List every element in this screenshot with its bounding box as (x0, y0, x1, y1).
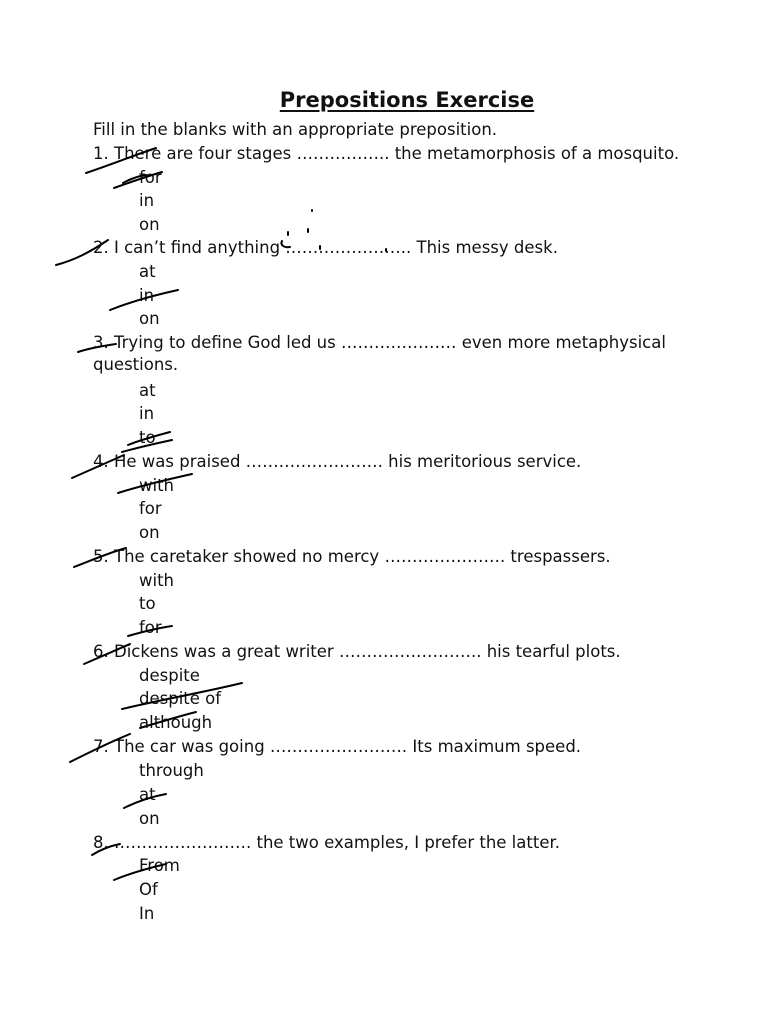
question-5-option-2: to (139, 594, 156, 613)
question-5-option-3: for (139, 618, 162, 637)
question-6-option-1: despite (139, 666, 200, 685)
question-1-option-1: for (139, 168, 162, 187)
question-1-option-2: in (139, 191, 155, 210)
question-2-option-3: on (139, 309, 160, 328)
question-6-option-3: although (139, 713, 213, 732)
question-1-option-3: on (139, 215, 160, 234)
question-4-text: 4. He was praised ……………………. his meritorious service. (93, 452, 582, 471)
question-3-option-1: at (139, 381, 156, 400)
question-7-text: 7. The car was going ……………………. Its maximum speed. (93, 737, 582, 756)
question-1-text: 1. There are four stages …………….. the metamorphosis of a mosquito. (93, 144, 680, 163)
question-7-option-2: at (139, 785, 156, 804)
instructions: Fill in the blanks with an appropriate preposition. (93, 120, 498, 139)
question-3-text: 3. Trying to define God led us ………………… even more metaphysical questions. (93, 333, 666, 374)
question-8-option-2: Of (139, 880, 158, 899)
question-4-option-1: with (139, 476, 175, 495)
question-8-option-1: From (139, 856, 180, 875)
question-4-option-3: on (139, 523, 160, 542)
question-4-option-2: for (139, 499, 162, 518)
question-8-option-3: In (139, 904, 155, 923)
question-2-option-2: in (139, 286, 155, 305)
question-6-option-2: despite of (139, 689, 222, 708)
page-title: Prepositions Exercise (279, 88, 535, 112)
question-7-option-1: through (139, 761, 204, 780)
question-5-text: 5. The caretaker showed no mercy …………………. trespassers. (93, 547, 611, 566)
question-3-option-3: to (139, 428, 156, 447)
question-8-text: 8. ……………………. the two examples, I prefer the latter. (93, 833, 560, 852)
question-2-text: 2. I can’t find anything ………………….. This messy desk. (93, 238, 558, 257)
question-5-option-1: with (139, 571, 175, 590)
question-2-option-1: at (139, 262, 156, 281)
question-6-text: 6. Dickens was a great writer …………………….. his tearful plots. (93, 642, 621, 661)
question-7-option-3: on (139, 809, 160, 828)
question-3-option-2: in (139, 404, 155, 423)
